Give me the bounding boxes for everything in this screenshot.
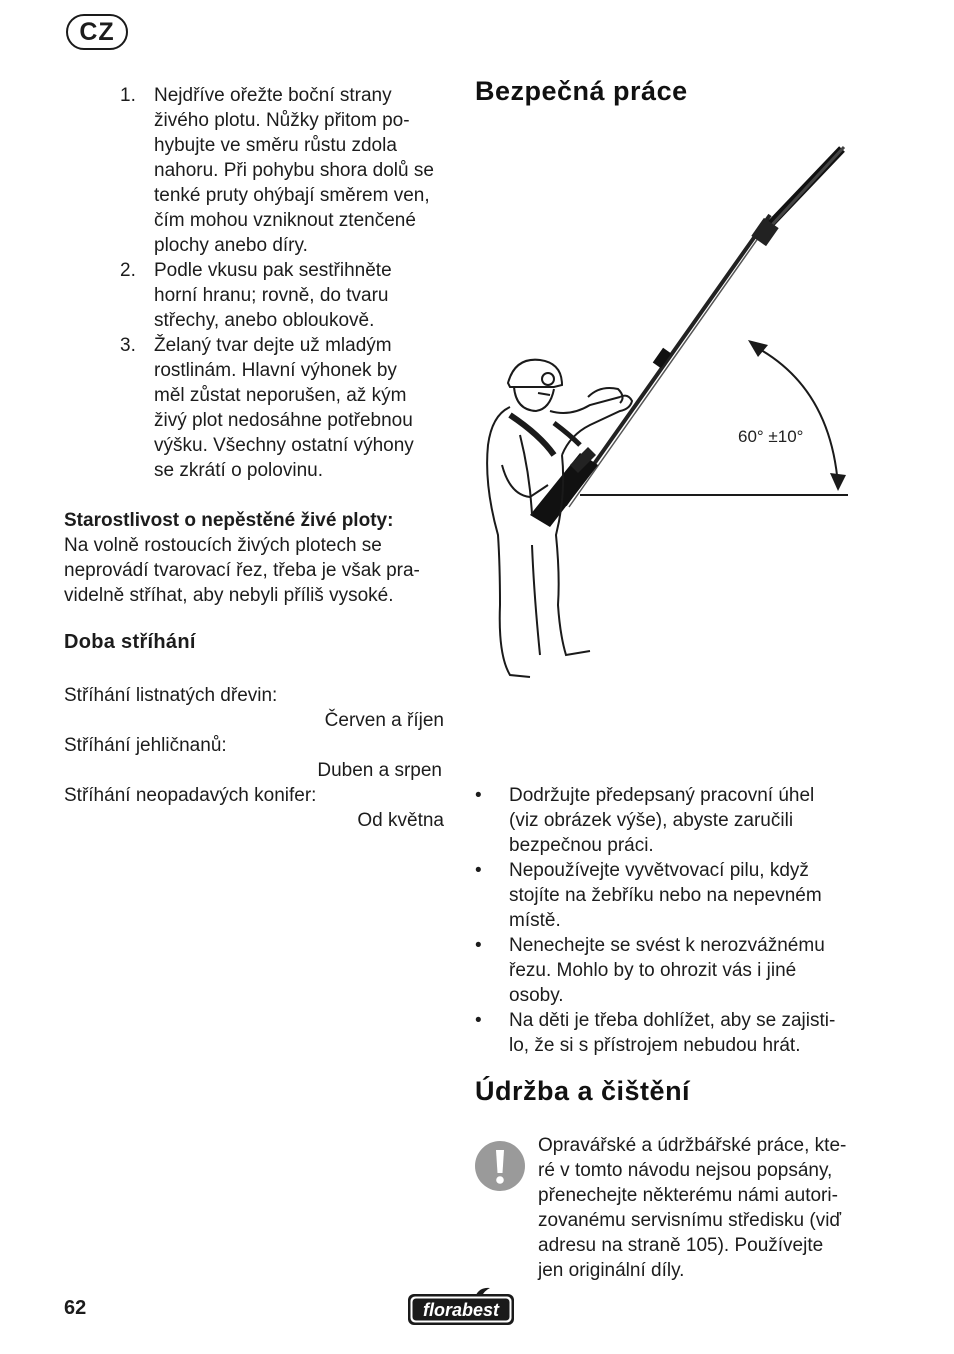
step-line: Želaný tvar dejte už mladým <box>154 335 392 356</box>
safety-bullets <box>475 783 855 1058</box>
bullet-dot: • <box>475 935 482 956</box>
step-line: střechy, anebo obloukově. <box>154 310 375 331</box>
notice-line: jen originální díly. <box>538 1260 685 1281</box>
safety-angle-figure <box>470 135 870 695</box>
care-line: neprovádí tvarovací řez, třeba je však pra- <box>64 560 420 581</box>
safe-work-heading: Bezpečná práce <box>475 76 688 106</box>
page-number: 62 <box>64 1297 87 1319</box>
step-line: Nejdříve ořežte boční strany <box>154 85 392 106</box>
care-line: videlně stříhat, aby nebyli příliš vysoké. <box>64 585 394 606</box>
bullet-item <box>475 858 855 933</box>
care-line: Na volně rostoucích živých plotech se <box>64 535 382 556</box>
care-title: Starostlivost o nepěstěné živé ploty: <box>64 510 394 531</box>
step-line: hybujte ve směru růstu zdola <box>154 135 397 156</box>
timing-value: Duben a srpen <box>317 760 442 781</box>
step-line: tenké pruty ohýbají směrem ven, <box>154 185 430 206</box>
care-section <box>64 508 456 608</box>
step-line: se zkrátí o polovinu. <box>154 460 323 481</box>
bullet-dot: • <box>475 860 482 881</box>
bullet-line: Na děti je třeba dohlížet, aby se zajisti- <box>509 1010 836 1031</box>
step-item <box>120 258 460 333</box>
bullet-dot: • <box>475 1010 482 1031</box>
notice-line: Opravářské a údržbářské práce, kte- <box>538 1135 847 1156</box>
step-line: rostlinám. Hlavní výhonek by <box>154 360 397 381</box>
bullet-dot: • <box>475 785 482 806</box>
bullet-line: bezpečnou práci. <box>509 835 654 856</box>
step-line: měl zůstat neporušen, až kým <box>154 385 407 406</box>
timing-heading: Doba stříhání <box>64 631 196 653</box>
language-badge: CZ <box>66 14 128 50</box>
florabest-logo <box>406 1285 516 1327</box>
bullet-item <box>475 1008 855 1058</box>
step-number: 2. <box>120 260 136 281</box>
timing-label: Stříhání neopadavých konifer: <box>64 785 317 806</box>
angle-label: 60° ±10° <box>738 427 804 446</box>
timing-label: Stříhání listnatých dřevin: <box>64 685 278 706</box>
step-line: horní hranu; rovně, do tvaru <box>154 285 389 306</box>
bullet-item <box>475 933 855 1008</box>
maintenance-notice <box>538 1133 868 1283</box>
notice-line: zovanému servisnímu středisku (viď <box>538 1210 842 1231</box>
timing-value: Od května <box>357 810 444 831</box>
step-line: Podle vkusu pak sestřihněte <box>154 260 392 281</box>
pole-trimmer-illustration <box>530 147 844 527</box>
bullet-line: řezu. Mohlo by to ohrozit vás i jiné <box>509 960 797 981</box>
timing-value: Červen a říjen <box>324 710 444 731</box>
angle-indicator <box>580 340 848 495</box>
notice-line: adresu na straně 105). Používejte <box>538 1235 824 1256</box>
step-number: 1. <box>120 85 136 106</box>
timing-label: Stříhání jehličnanů: <box>64 735 227 756</box>
bullet-line: Dodržujte předepsaný pracovní úhel <box>509 785 815 806</box>
step-line: plochy anebo díry. <box>154 235 308 256</box>
step-line: výšku. Všechny ostatní výhony <box>154 435 414 456</box>
bullet-line: osoby. <box>509 985 564 1006</box>
notice-line: přenechejte některému námi autori- <box>538 1185 838 1206</box>
bullet-line: Nenechejte se svést k nerozvážnému <box>509 935 825 956</box>
brand-name: florabest <box>422 1300 500 1320</box>
bullet-line: stojíte na žebříku nebo na nepevném <box>509 885 822 906</box>
bullet-line: lo, že si s přístrojem nebudou hrát. <box>509 1035 801 1056</box>
maintenance-heading: Údržba a čištění <box>475 1076 691 1106</box>
operator-illustration <box>487 360 632 677</box>
exclamation-icon <box>475 1141 525 1191</box>
step-number: 3. <box>120 335 136 356</box>
bullet-line: místě. <box>509 910 561 931</box>
step-line: čím mohou vzniknout ztenčené <box>154 210 416 231</box>
step-line: nahoru. Při pohybu shora dolů se <box>154 160 434 181</box>
bullet-item <box>475 783 855 858</box>
notice-line: ré v tomto návodu nejsou popsány, <box>538 1160 833 1181</box>
step-line: živého plotu. Nůžky přitom po- <box>154 110 410 131</box>
instruction-steps <box>120 83 460 483</box>
step-item <box>120 333 460 483</box>
bullet-line: (viz obrázek výše), abyste zaručili <box>509 810 794 831</box>
step-line: živý plot nedosáhne potřebnou <box>154 410 413 431</box>
step-item <box>120 83 460 258</box>
timing-table <box>64 683 444 833</box>
bullet-line: Nepoužívejte vyvětvovací pilu, když <box>509 860 809 881</box>
